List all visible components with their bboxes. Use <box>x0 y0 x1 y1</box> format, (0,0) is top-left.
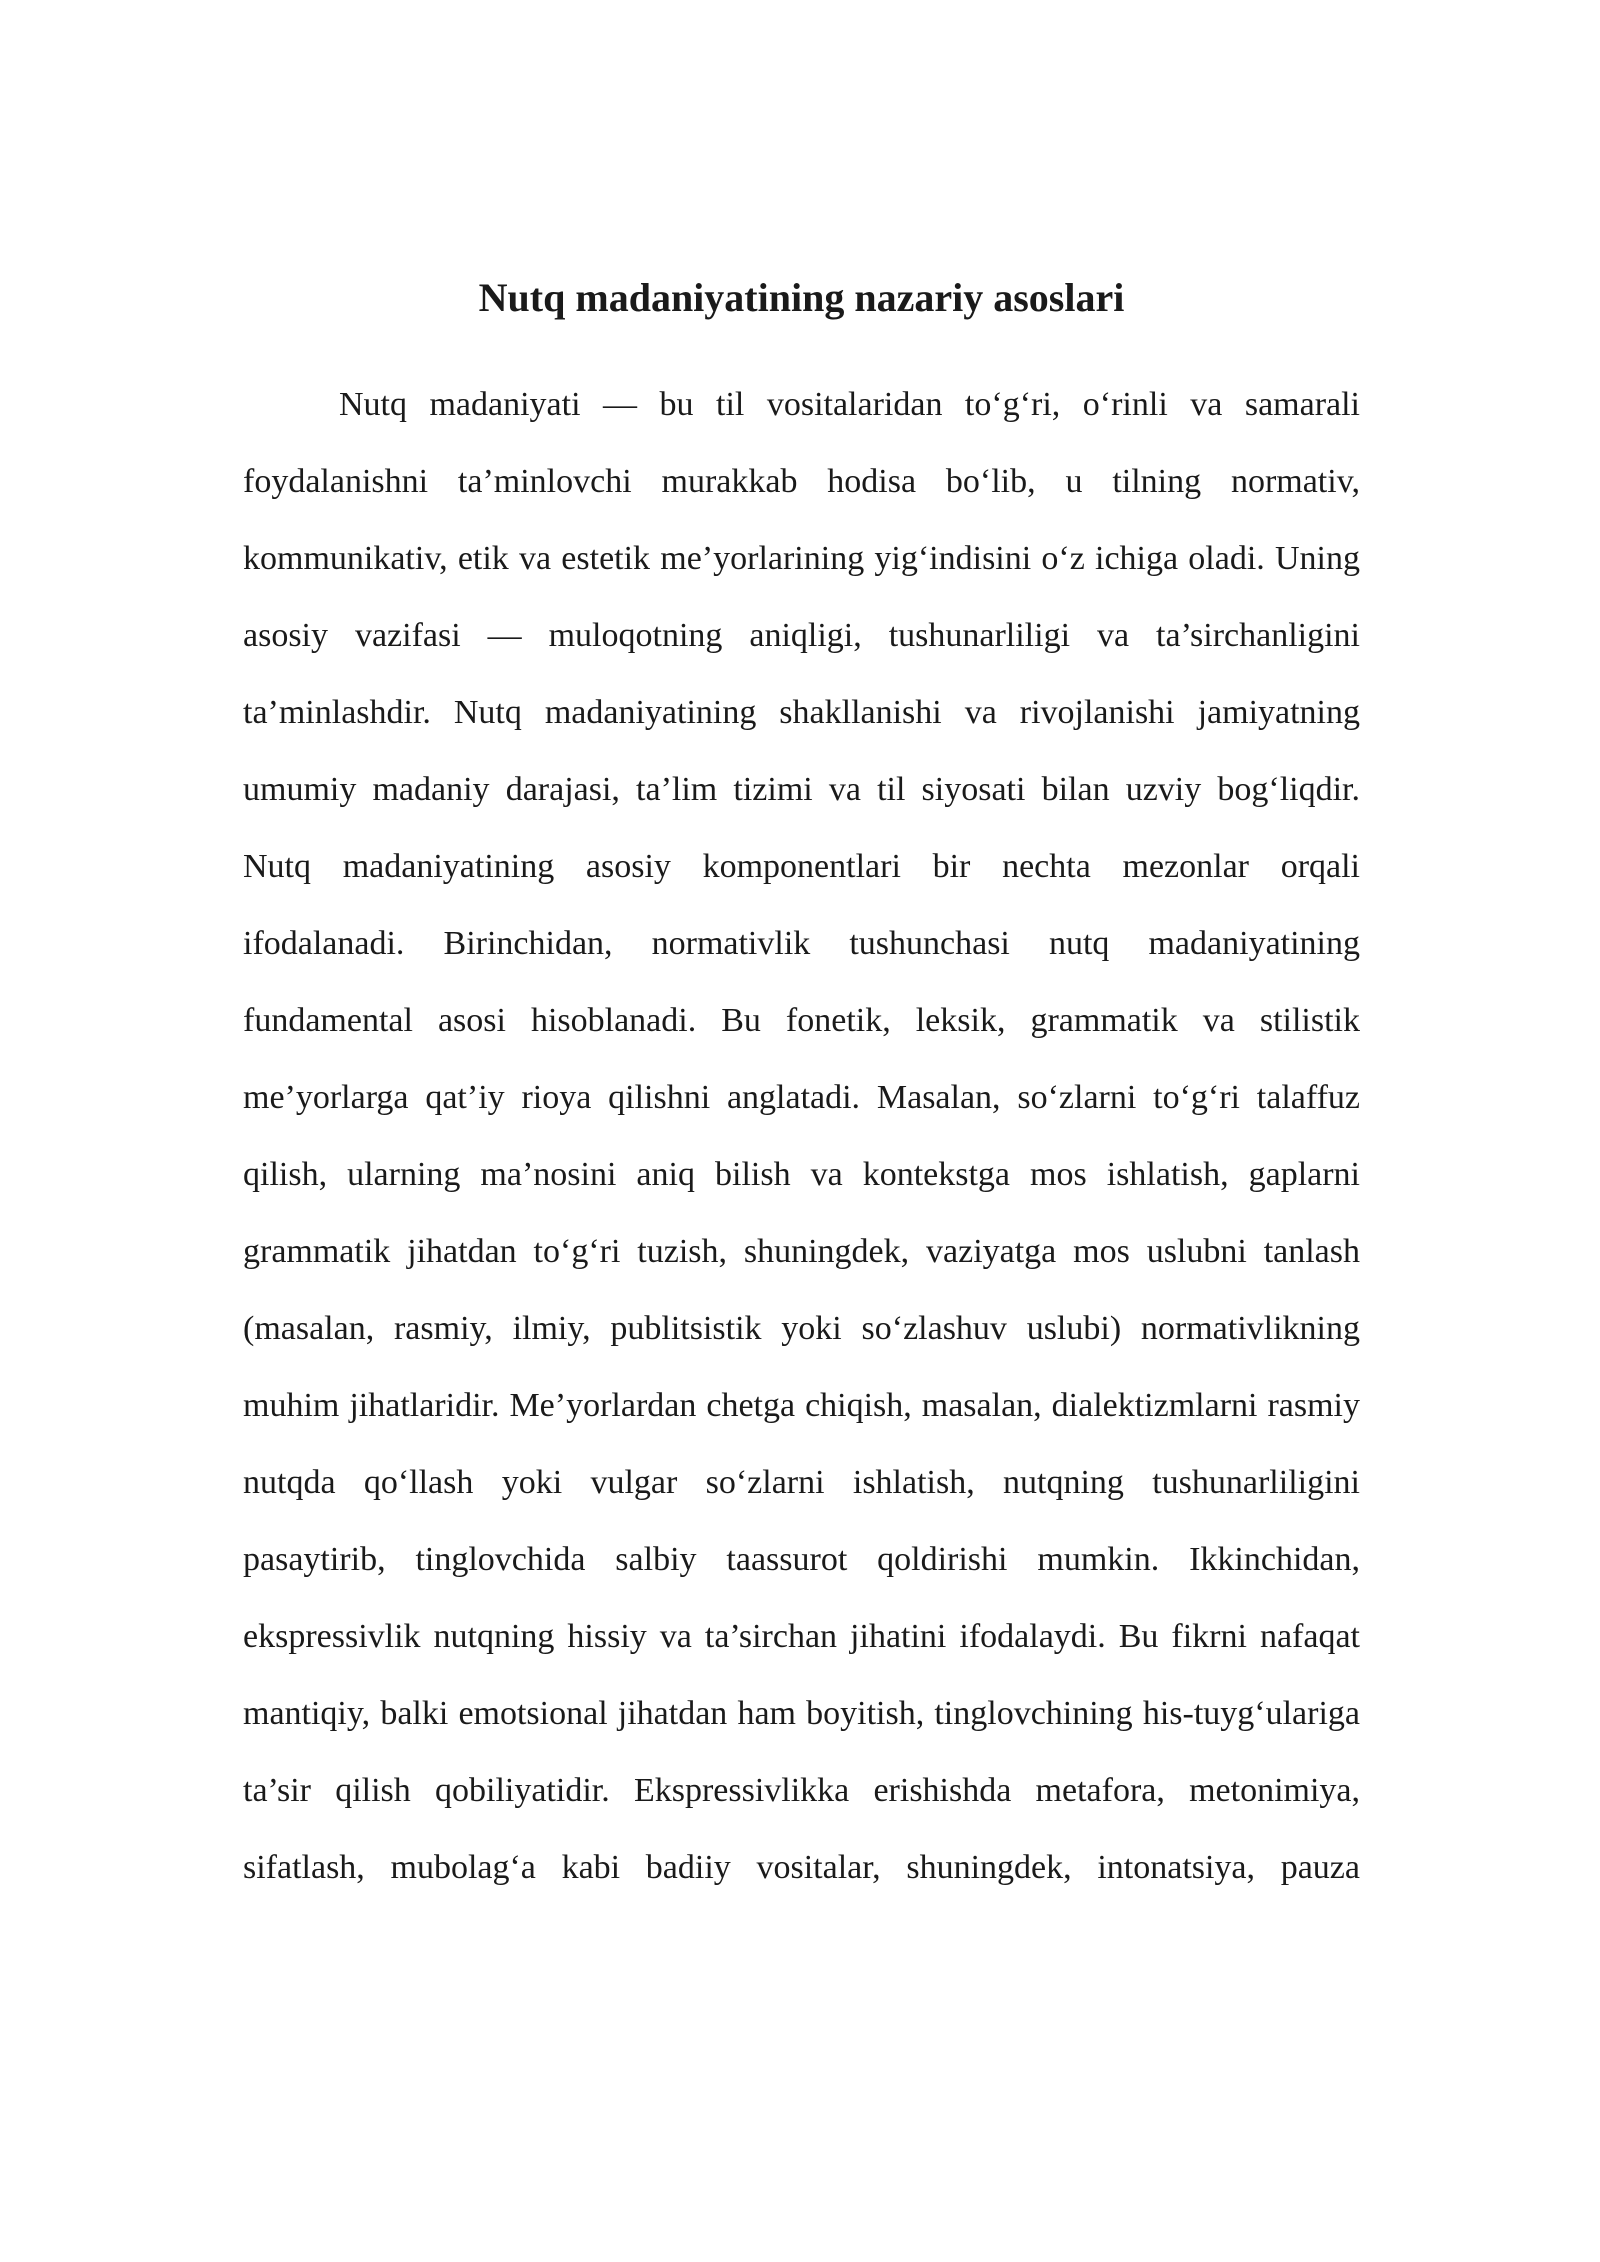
document-title: Nutq madaniyatining nazariy asoslari <box>478 275 1125 320</box>
body-paragraph: Nutq madaniyati — bu til vositalaridan to‘g‘ri, o‘rinli va samarali foydalanishni ta’minlovchi murakkab hodisa bo‘lib, u tilning normativ, kommunikativ, etik va estetik me’yorlarining yig‘indisini o‘z ichiga oladi. Uning asosiy vazifasi — muloqotning aniqligi, tushunarliligi va ta’sirchanligini ta’minlashdir. Nutq madaniyatining shakllanishi va rivojlanishi jamiyatning umumiy madaniy darajasi, ta’lim tizimi va til siyosati bilan uzviy bog‘liqdir. Nutq madaniyatining asosiy komponentlari bir nechta mezonlar orqali ifodalanadi. Birinchidan, normativlik tushunchasi nutq madaniyatining fundamental asosi hisoblanadi. Bu fonetik, leksik, grammatik va stilistik me’yorlarga qat’iy rioya qilishni anglatadi. Masalan, so‘zlarni to‘g‘ri talaffuz qilish, ularning ma’nosini aniq bilish va kontekstga mos ishlatish, gaplarni grammatik jihatdan to‘g‘ri tuzish, shuningdek, vaziyatga mos uslubni tanlash (masalan, rasmiy, ilmiy, publitsistik yoki so‘zlashuv uslubi) normativlikning muhim jihatlaridir. Me’yorlardan chetga chiqish, masalan, dialektizmlarni rasmiy nutqda qo‘llash yoki vulgar so‘zlarni ishlatish, nutqning tushunarliligini pasaytirib, tinglovchida salbiy taassurot qoldirishi mumkin. Ikkinchidan, ekspressivlik nutqning hissiy va ta’sirchan jihatini ifodalaydi. Bu fikrni nafaqat mantiqiy, balki emotsional jihatdan ham boyitish, tinglovchining his-tuyg‘ulariga ta’sir qilish qobiliyatidir. Ekspressivlikka erishishda metafora, metonimiya, sifatlash, mubolag‘a kabi badiiy vositalar, shuningdek, intonatsiya, pauza <box>243 386 1360 1886</box>
document-content <box>243 268 1360 1906</box>
